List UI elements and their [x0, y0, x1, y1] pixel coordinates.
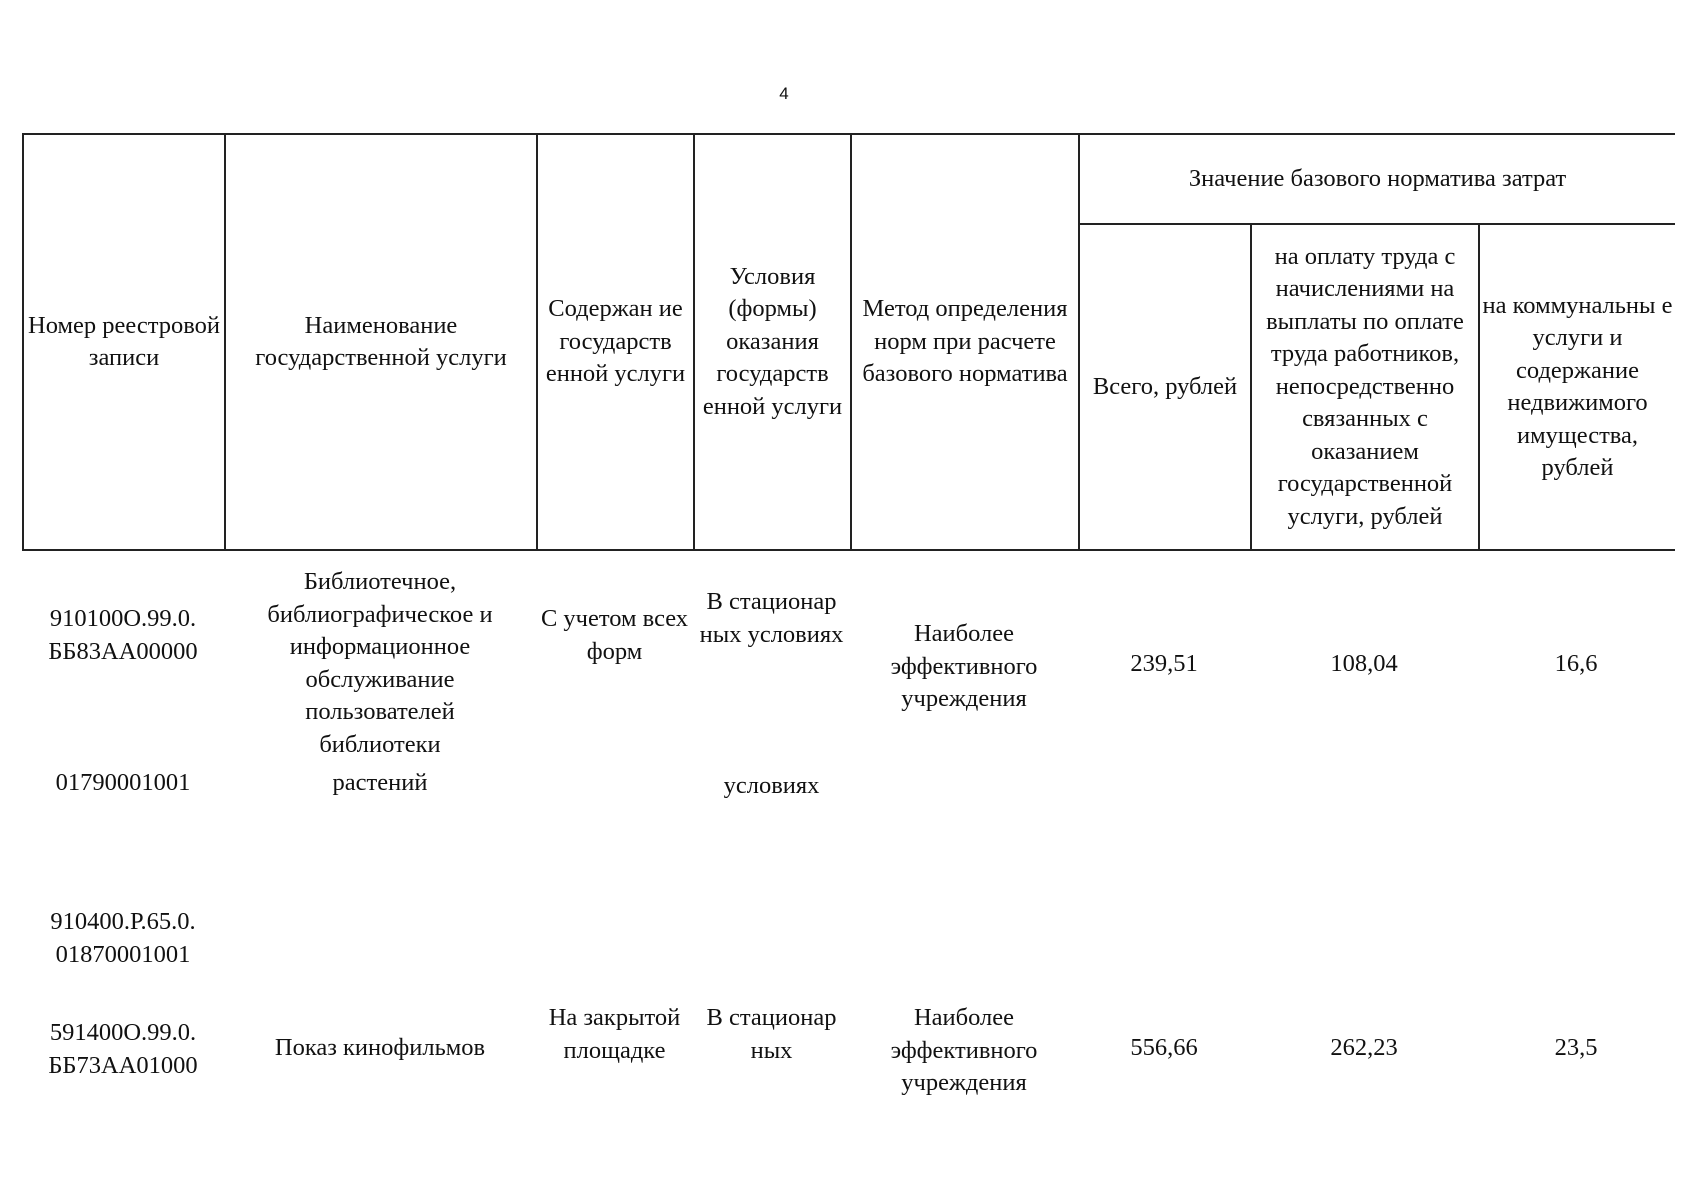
- table-body: [22, 551, 1674, 1131]
- row1-registry-number: 910100О.99.0. ББ83АА00000: [48, 605, 198, 665]
- header-utilities: на коммунальны е услуги и содержание недвижимого имущества, рублей: [1479, 224, 1675, 550]
- row4-utilities: 23,5: [1554, 1034, 1598, 1061]
- header-service-conditions: Условия (формы) оказания государств енной услуги: [694, 134, 851, 550]
- row4-service-content: На закрытой площадке: [548, 1004, 681, 1064]
- header-service-content: Содержан ие государств енной услуги: [537, 134, 694, 550]
- row2-registry-number: 01790001001: [55, 769, 191, 796]
- row1-service-content: С учетом всех форм: [540, 605, 689, 665]
- row4-method: Наиболее эффективного учреждения: [890, 1004, 1038, 1096]
- row4-service-conditions: В стационар ных: [706, 1004, 837, 1064]
- header-registry-number: Номер реестровой записи: [23, 134, 225, 550]
- header-base-norm-group: Значение базового норматива затрат: [1079, 134, 1675, 224]
- row1-total: 239,51: [1130, 650, 1198, 677]
- header-service-name: Наименование государственной услуги: [225, 134, 537, 550]
- row1-labor: 108,04: [1330, 650, 1398, 677]
- row3-registry-number: 910400.Р.65.0. 01870001001: [50, 908, 196, 968]
- header-labor: на оплату труда с начислениями на выплаты по оплате труда работников, непосредственно связанных с оказанием государственной услуги, рублей: [1251, 224, 1479, 550]
- row2-service-name: растений: [332, 769, 428, 796]
- row4-labor: 262,23: [1330, 1034, 1398, 1061]
- row1-service-name: Библиотечное, библиографическое и информационное обслуживание пользователей библиотеки: [267, 568, 493, 758]
- page-number: 4: [779, 84, 789, 103]
- row1-service-conditions: В стационар ных условиях: [699, 588, 844, 648]
- row4-total: 556,66: [1130, 1034, 1198, 1061]
- header-total: Всего, рублей: [1079, 224, 1251, 550]
- row1-method: Наиболее эффективного учреждения: [890, 620, 1038, 712]
- row1-utilities: 16,6: [1554, 650, 1598, 677]
- header-table: [22, 133, 1675, 551]
- row4-registry-number: 591400О.99.0. ББ73АА01000: [48, 1019, 198, 1079]
- header-method: Метод определения норм при расчете базового норматива: [851, 134, 1079, 550]
- row2-service-conditions: условиях: [723, 772, 820, 799]
- row4-service-name: Показ кинофильмов: [274, 1034, 486, 1061]
